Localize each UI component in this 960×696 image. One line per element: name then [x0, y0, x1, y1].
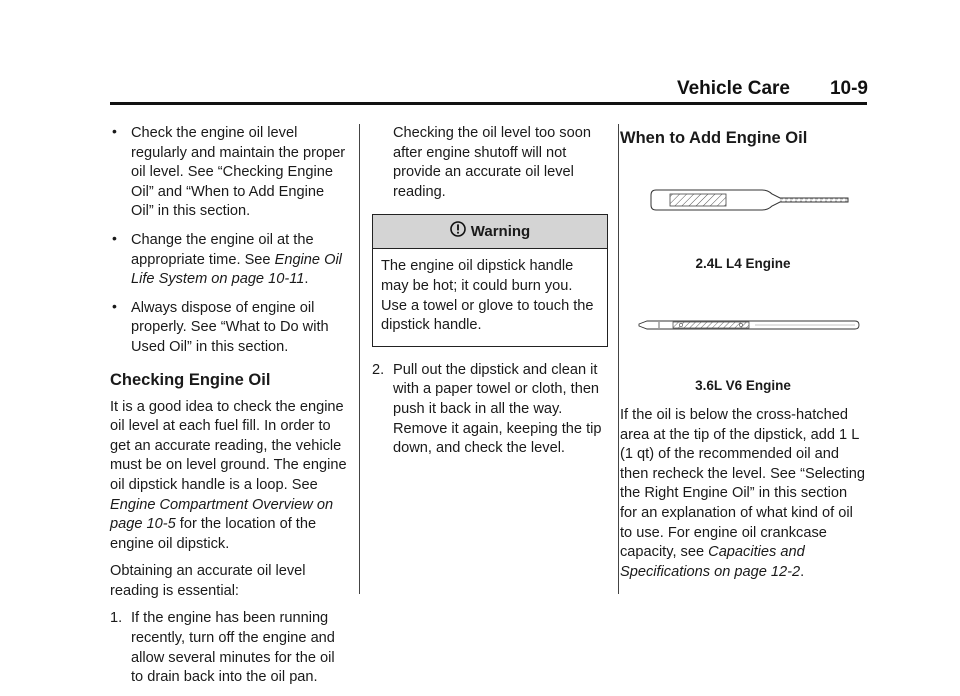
bullet-item — [110, 231, 348, 290]
column-3 — [620, 124, 866, 156]
paragraph: Obtaining an accurate oil level reading is essential: — [110, 563, 306, 599]
bullet-text: Check the engine oil level regularly and maintain the proper oil level. See “Checking Engine Oil” and “When to Add Engine Oil” in this section. — [131, 125, 346, 220]
step-text: Pull out the dipstick and clean it with a paper towel or cloth, then push it back in all the way. Remove it again, keeping the tip down, and check the level. — [393, 361, 602, 457]
warning-icon — [450, 221, 466, 243]
paragraph-text: If the oil is below the cross-hatched area at the tip of the dipstick, add 1 L (1 qt) of the recommended oil and then recheck the level. See “Selecting the Right Engine Oil” in this section for an explanation of what kind of oil to use. For engine oil crankcase capacity, see — [620, 407, 865, 561]
figure-caption: 2.4L L4 Engine — [695, 256, 791, 271]
section-heading: Checking Engine Oil — [110, 370, 271, 389]
bullet-text: . — [304, 271, 309, 288]
step-number: 1. — [110, 610, 123, 627]
column-divider — [359, 124, 360, 594]
step-item — [110, 609, 348, 687]
column-1 — [110, 124, 348, 696]
step-number: 2. — [372, 361, 385, 378]
column-2 — [372, 124, 608, 467]
step-continuation: Checking the oil level too soon after engine shutoff will not provide an accurate oil level reading. — [393, 125, 591, 200]
step-item — [372, 361, 608, 459]
dipstick-l4-illustration — [650, 188, 850, 212]
dipstick-v6-illustration — [637, 318, 861, 332]
section-title: Vehicle Care — [676, 78, 790, 99]
warning-box — [372, 214, 608, 346]
page-number: 10-9 — [829, 78, 868, 99]
cross-reference-link[interactable]: Capacities and Specifications on page 12-2 — [620, 544, 805, 580]
bullet-text: Always dispose of engine oil properly. See “What to Do with Used Oil” in this section. — [131, 299, 329, 355]
paragraph-text: It is a good idea to check the engine oil level at each fuel fill. In order to get an accurate reading, the vehicle must be on level ground. The engine oil dipstick handle is a loop. See — [110, 398, 347, 493]
header-rule — [110, 102, 867, 105]
cross-reference-link[interactable]: Engine Compartment Overview on page 10-5 — [110, 496, 334, 533]
paragraph — [620, 406, 866, 582]
bullet-item — [110, 124, 348, 222]
figure-caption: 3.6L V6 Engine — [695, 378, 791, 393]
paragraph-text: . — [800, 563, 805, 580]
warning-body: The engine oil dipstick handle may be hot; it could burn you. Use a towel or glove to touch the dipstick handle. — [381, 258, 594, 334]
warning-header — [373, 215, 607, 249]
cross-reference-link[interactable]: Engine Oil Life System on page 10-11 — [131, 251, 342, 288]
section-heading: When to Add Engine Oil — [620, 129, 808, 147]
warning-title: Warning — [470, 223, 531, 241]
paragraph — [110, 398, 348, 555]
column-divider — [618, 124, 619, 594]
paragraph-text: for the location of the engine oil dipstick. — [110, 516, 317, 552]
step-text: If the engine has been running recently, turn off the engine and allow several minutes for the oil to drain back into the oil pan. — [131, 610, 335, 686]
bullet-item — [110, 299, 348, 358]
bullet-text: Change the engine oil at the appropriate time. See — [131, 231, 314, 268]
